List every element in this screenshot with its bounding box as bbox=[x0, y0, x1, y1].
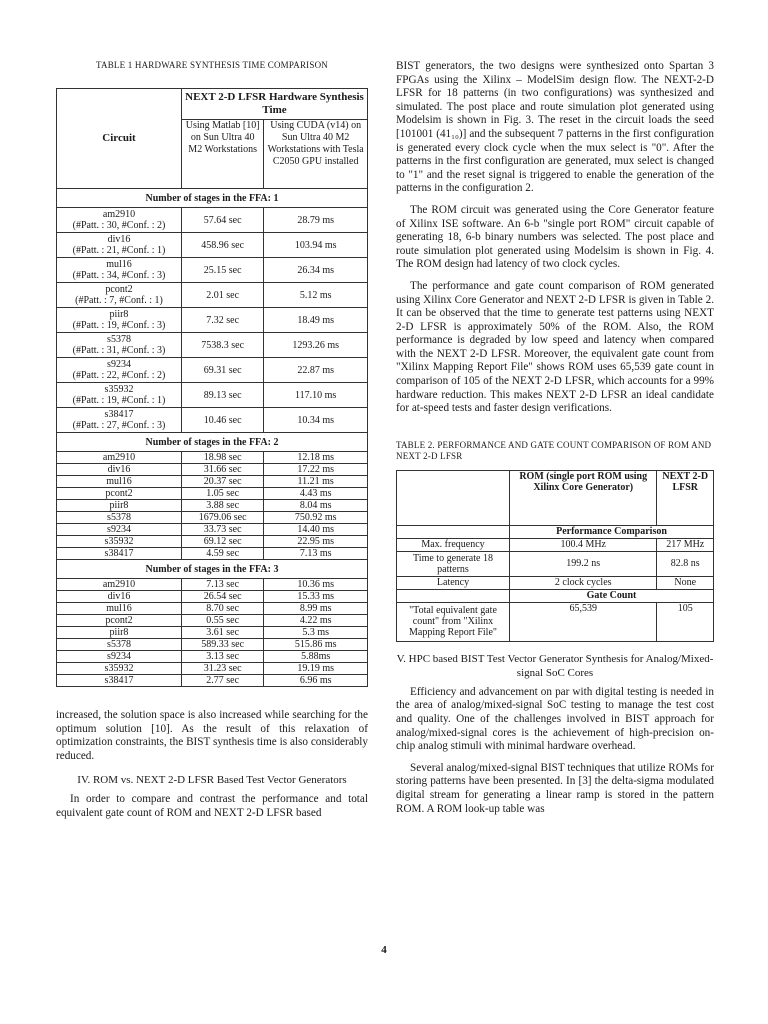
table2-header-lfsr: NEXT 2-D LFSR bbox=[657, 470, 714, 525]
table2-lfsr-gate-count: 105 bbox=[657, 602, 714, 641]
matlab-time-cell: 3.13 sec bbox=[182, 651, 264, 663]
right-column bbox=[396, 60, 714, 824]
circuit-name: div16 bbox=[107, 591, 131, 602]
cuda-time-cell: 6.96 ms bbox=[264, 675, 368, 687]
cuda-time-cell: 19.19 ms bbox=[264, 663, 368, 675]
circuit-name: s5378 bbox=[107, 334, 131, 345]
table1 bbox=[56, 88, 368, 687]
cuda-time-cell: 8.99 ms bbox=[264, 603, 368, 615]
table2 bbox=[396, 470, 714, 642]
circuit-cell bbox=[57, 591, 182, 603]
table2-section-gate-count: Gate Count bbox=[510, 589, 714, 602]
circuit-cell bbox=[57, 615, 182, 627]
matlab-time-cell: 2.77 sec bbox=[182, 675, 264, 687]
matlab-time-cell: 8.70 sec bbox=[182, 603, 264, 615]
circuit-name: s38417 bbox=[104, 675, 134, 686]
table2-blank-gate bbox=[397, 589, 510, 602]
table1-header-matlab: Using Matlab [10] on Sun Ultra 40 M2 Workstations bbox=[182, 120, 264, 189]
circuit-name: div16 bbox=[107, 234, 131, 245]
table1-caption: TABLE 1 HARDWARE SYNTHESIS TIME COMPARISON bbox=[96, 60, 328, 70]
table2-label-gate-count: "Total equivalent gate count" from "Xilinx Mapping Report File" bbox=[397, 602, 510, 641]
section-heading-5: V. HPC based BIST Test Vector Generator Synthesis for Analog/Mixed-signal SoC Cores bbox=[396, 652, 714, 679]
circuit-name: am2910 bbox=[102, 452, 136, 463]
table-row bbox=[57, 591, 368, 603]
cuda-time-cell: 12.18 ms bbox=[264, 452, 368, 464]
cuda-time-cell: 26.34 ms bbox=[264, 258, 368, 283]
circuit-detail: (#Patt. : 34, #Conf. : 3) bbox=[72, 270, 166, 281]
matlab-time-cell: 7538.3 sec bbox=[182, 333, 264, 358]
table2-blank-perf bbox=[397, 525, 510, 538]
circuit-cell bbox=[57, 663, 182, 675]
circuit-cell bbox=[57, 603, 182, 615]
circuit-cell bbox=[57, 524, 182, 536]
table-row bbox=[57, 258, 368, 283]
table1-section-3: Number of stages in the FFA: 3 bbox=[57, 560, 368, 579]
table-row bbox=[57, 408, 368, 433]
right-paragraph-5: Several analog/mixed-signal BIST techniques that utilize ROMs for storing patterns have been presented. In [3] the delta-sigma modulated digital stream for generating a linear ramp is stored in the pattern ROM. A ROM look-up table was bbox=[396, 761, 714, 815]
cuda-time-cell: 103.94 ms bbox=[264, 233, 368, 258]
circuit-name: pcont2 bbox=[105, 488, 133, 499]
matlab-time-cell: 18.98 sec bbox=[182, 452, 264, 464]
matlab-time-cell: 25.15 sec bbox=[182, 258, 264, 283]
circuit-name: s35932 bbox=[104, 384, 134, 395]
table-row bbox=[57, 579, 368, 591]
cuda-time-cell: 10.36 ms bbox=[264, 579, 368, 591]
matlab-time-cell: 3.61 sec bbox=[182, 627, 264, 639]
table1-group-1 bbox=[57, 208, 368, 433]
circuit-cell bbox=[57, 627, 182, 639]
left-paragraph-2: In order to compare and contrast the performance and total equivalent gate count of ROM and NEXT 2-D LFSR based bbox=[56, 793, 368, 819]
matlab-time-cell: 31.66 sec bbox=[182, 464, 264, 476]
table-row bbox=[57, 536, 368, 548]
circuit-name: s35932 bbox=[104, 663, 134, 674]
circuit-cell bbox=[57, 651, 182, 663]
left-paragraph-1: increased, the solution space is also increased while searching for the optimum solution [10]. As the result of this relaxation of optimization constraints, the BIST synthesis time is also considerably reduced. bbox=[56, 709, 368, 762]
table1-section-2: Number of stages in the FFA: 2 bbox=[57, 433, 368, 452]
table2-rom-max-frequency: 100.4 MHz bbox=[510, 538, 657, 551]
circuit-name: s35932 bbox=[104, 536, 134, 547]
circuit-cell bbox=[57, 488, 182, 500]
circuit-detail: (#Patt. : 7, #Conf. : 1) bbox=[75, 295, 163, 306]
cuda-time-cell: 14.40 ms bbox=[264, 524, 368, 536]
matlab-time-cell: 89.13 sec bbox=[182, 383, 264, 408]
cuda-time-cell: 22.95 ms bbox=[264, 536, 368, 548]
circuit-cell bbox=[57, 464, 182, 476]
matlab-time-cell: 69.12 sec bbox=[182, 536, 264, 548]
cuda-time-cell: 4.22 ms bbox=[264, 615, 368, 627]
cuda-time-cell: 515.86 ms bbox=[264, 639, 368, 651]
table1-group-3 bbox=[57, 579, 368, 687]
cuda-time-cell: 15.33 ms bbox=[264, 591, 368, 603]
table-row bbox=[57, 208, 368, 233]
circuit-cell bbox=[57, 639, 182, 651]
matlab-time-cell: 26.54 sec bbox=[182, 591, 264, 603]
circuit-cell bbox=[57, 383, 182, 408]
circuit-name: s5378 bbox=[107, 639, 131, 650]
circuit-cell bbox=[57, 512, 182, 524]
cuda-time-cell: 22.87 ms bbox=[264, 358, 368, 383]
circuit-cell bbox=[57, 476, 182, 488]
cuda-time-cell: 7.13 ms bbox=[264, 548, 368, 560]
table1-header-cuda: Using CUDA (v14) on Sun Ultra 40 M2 Workstations with Tesla C2050 GPU installed bbox=[264, 120, 368, 189]
table-row bbox=[57, 452, 368, 464]
circuit-cell bbox=[57, 333, 182, 358]
circuit-name: s38417 bbox=[104, 548, 134, 559]
table-row bbox=[57, 233, 368, 258]
circuit-name: mul16 bbox=[106, 476, 132, 487]
circuit-cell bbox=[57, 500, 182, 512]
matlab-time-cell: 4.59 sec bbox=[182, 548, 264, 560]
cuda-time-cell: 17.22 ms bbox=[264, 464, 368, 476]
matlab-time-cell: 31.23 sec bbox=[182, 663, 264, 675]
table2-label-time: Time to generate 18 patterns bbox=[397, 551, 510, 576]
table2-lfsr-time: 82.8 ns bbox=[657, 551, 714, 576]
table1-header-circuit: Circuit bbox=[57, 89, 182, 189]
table-row bbox=[57, 627, 368, 639]
table-row bbox=[57, 333, 368, 358]
circuit-name: s9234 bbox=[107, 651, 131, 662]
right-paragraph-1: BIST generators, the two designs were synthesized onto Spartan 3 FPGAs using the Xilinx – ModelSim design flow. The NEXT-2-D LFSR for 18 patterns (in two configurations) was synthesized and simulated. The post place and route simulation plot generated using Modelsim is shown in Fig. 3. The reset in the circuit loads the seed [101001 (41₁₀)] and the subsequent 7 patterns in the first configuration is generated every clock cycle when the mux select is "0". After the patterns in the first configuration are generated, mux select is changed to "1" and the reset signal is triggered to enable the generation of the patterns in the configuration 2. bbox=[396, 60, 714, 195]
matlab-time-cell: 10.46 sec bbox=[182, 408, 264, 433]
table2-caption: TABLE 2. PERFORMANCE AND GATE COUNT COMPARISON OF ROM AND NEXT 2-D LFSR bbox=[396, 439, 712, 461]
circuit-cell bbox=[57, 408, 182, 433]
matlab-time-cell: 3.88 sec bbox=[182, 500, 264, 512]
page-number: 4 bbox=[381, 944, 387, 956]
matlab-time-cell: 2.01 sec bbox=[182, 283, 264, 308]
table-row bbox=[57, 358, 368, 383]
cuda-time-cell: 10.34 ms bbox=[264, 408, 368, 433]
matlab-time-cell: 1679.06 sec bbox=[182, 512, 264, 524]
circuit-name: piir8 bbox=[109, 500, 129, 511]
table-row bbox=[57, 663, 368, 675]
table2-header-rom: ROM (single port ROM using Xilinx Core Generator) bbox=[510, 470, 657, 525]
table-row bbox=[57, 464, 368, 476]
table-row bbox=[57, 283, 368, 308]
table-row bbox=[57, 500, 368, 512]
table2-lfsr-latency: None bbox=[657, 576, 714, 589]
table-row bbox=[57, 308, 368, 333]
table2-header-blank bbox=[397, 470, 510, 525]
cuda-time-cell: 750.92 ms bbox=[264, 512, 368, 524]
circuit-cell bbox=[57, 452, 182, 464]
table2-label-max-frequency: Max. frequency bbox=[397, 538, 510, 551]
circuit-name: am2910 bbox=[102, 579, 136, 590]
circuit-name: mul16 bbox=[106, 259, 132, 270]
right-paragraph-2: The ROM circuit was generated using the Core Generator feature of Xilinx ISE software. An 6-b "single port ROM" circuit capable of generating 18, 6-b binary numbers was selected. The post place and route simulation plot generated using Modelsim is shown in Fig. 4. The ROM design had latency of two clock cycles. bbox=[396, 203, 714, 271]
table2-section-performance: Performance Comparison bbox=[510, 525, 714, 538]
circuit-cell bbox=[57, 233, 182, 258]
circuit-detail: (#Patt. : 21, #Conf. : 1) bbox=[72, 245, 166, 256]
circuit-cell bbox=[57, 258, 182, 283]
matlab-time-cell: 589.33 sec bbox=[182, 639, 264, 651]
matlab-time-cell: 33.73 sec bbox=[182, 524, 264, 536]
circuit-detail: (#Patt. : 30, #Conf. : 2) bbox=[72, 220, 166, 231]
table2-rom-latency: 2 clock cycles bbox=[510, 576, 657, 589]
cuda-time-cell: 4.43 ms bbox=[264, 488, 368, 500]
cuda-time-cell: 117.10 ms bbox=[264, 383, 368, 408]
table-row bbox=[57, 615, 368, 627]
circuit-name: pcont2 bbox=[105, 615, 133, 626]
circuit-detail: (#Patt. : 27, #Conf. : 3) bbox=[72, 420, 166, 431]
table-row bbox=[57, 488, 368, 500]
table-row bbox=[57, 383, 368, 408]
cuda-time-cell: 11.21 ms bbox=[264, 476, 368, 488]
circuit-name: piir8 bbox=[109, 627, 129, 638]
circuit-name: piir8 bbox=[109, 309, 129, 320]
circuit-name: pcont2 bbox=[105, 284, 133, 295]
circuit-cell bbox=[57, 308, 182, 333]
cuda-time-cell: 5.12 ms bbox=[264, 283, 368, 308]
table-row bbox=[57, 548, 368, 560]
table2-lfsr-max-frequency: 217 MHz bbox=[657, 538, 714, 551]
circuit-detail: (#Patt. : 31, #Conf. : 3) bbox=[72, 345, 166, 356]
circuit-detail: (#Patt. : 19, #Conf. : 3) bbox=[72, 320, 166, 331]
table1-header-main: NEXT 2-D LFSR Hardware Synthesis Time bbox=[182, 89, 368, 120]
cuda-time-cell: 8.04 ms bbox=[264, 500, 368, 512]
circuit-name: s9234 bbox=[107, 524, 131, 535]
table2-rom-time: 199.2 ns bbox=[510, 551, 657, 576]
circuit-name: div16 bbox=[107, 464, 131, 475]
circuit-name: mul16 bbox=[106, 603, 132, 614]
table-row bbox=[57, 651, 368, 663]
circuit-cell bbox=[57, 208, 182, 233]
table-row bbox=[57, 476, 368, 488]
matlab-time-cell: 7.13 sec bbox=[182, 579, 264, 591]
cuda-time-cell: 5.88ms bbox=[264, 651, 368, 663]
table-row bbox=[57, 512, 368, 524]
circuit-name: am2910 bbox=[102, 209, 136, 220]
table-row bbox=[57, 603, 368, 615]
table-row bbox=[57, 639, 368, 651]
table2-rom-gate-count: 65,539 bbox=[510, 602, 657, 641]
right-paragraph-4: Efficiency and advancement on par with digital testing is needed in the area of analog/mixed-signal SoC testing to manage the test cost and quality. One of the challenges involved in BIST approach for analog/mixed-signal cores is the achievement of high-precision on-chip analog stimuli with minimal hardware overhead. bbox=[396, 685, 714, 753]
circuit-cell bbox=[57, 675, 182, 687]
matlab-time-cell: 57.64 sec bbox=[182, 208, 264, 233]
matlab-time-cell: 69.31 sec bbox=[182, 358, 264, 383]
circuit-cell bbox=[57, 283, 182, 308]
circuit-cell bbox=[57, 548, 182, 560]
cuda-time-cell: 1293.26 ms bbox=[264, 333, 368, 358]
matlab-time-cell: 458.96 sec bbox=[182, 233, 264, 258]
circuit-cell bbox=[57, 358, 182, 383]
circuit-cell bbox=[57, 536, 182, 548]
cuda-time-cell: 18.49 ms bbox=[264, 308, 368, 333]
table-row bbox=[57, 524, 368, 536]
circuit-detail: (#Patt. : 22, #Conf. : 2) bbox=[72, 370, 166, 381]
circuit-cell bbox=[57, 579, 182, 591]
table1-section-1: Number of stages in the FFA: 1 bbox=[57, 189, 368, 208]
matlab-time-cell: 0.55 sec bbox=[182, 615, 264, 627]
table2-label-latency: Latency bbox=[397, 576, 510, 589]
table-row bbox=[57, 675, 368, 687]
section-heading-4: IV. ROM vs. NEXT 2-D LFSR Based Test Vector Generators bbox=[77, 774, 347, 787]
right-paragraph-3: The performance and gate count comparison of ROM generated using Xilinx Core Generator and NEXT 2-D LFSR is given in Table 2. It can be observed that the time to generate test patterns using NEXT 2-D LFSR is approximately 50% of the ROM. Also, the ROM performance is degraded by low speed and latency when compared with the NEXT 2-D LFSR. Moreover, the equivalent gate count from "Xilinx Mapping Report File" shows ROM uses 65,539 gate count in comparison of 105 of the NEXT 2-D LFSR, which accounts for a 99% hardware reduction. This makes NEXT 2-D LFSR an ideal candidate for at-speed tests and faster design verifications. bbox=[396, 279, 714, 415]
left-column bbox=[56, 60, 368, 829]
circuit-name: s9234 bbox=[107, 359, 131, 370]
table1-group-2 bbox=[57, 452, 368, 560]
circuit-name: s38417 bbox=[104, 409, 134, 420]
matlab-time-cell: 7.32 sec bbox=[182, 308, 264, 333]
circuit-detail: (#Patt. : 19, #Conf. : 1) bbox=[72, 395, 166, 406]
cuda-time-cell: 5.3 ms bbox=[264, 627, 368, 639]
matlab-time-cell: 1.05 sec bbox=[182, 488, 264, 500]
circuit-name: s5378 bbox=[107, 512, 131, 523]
matlab-time-cell: 20.37 sec bbox=[182, 476, 264, 488]
cuda-time-cell: 28.79 ms bbox=[264, 208, 368, 233]
